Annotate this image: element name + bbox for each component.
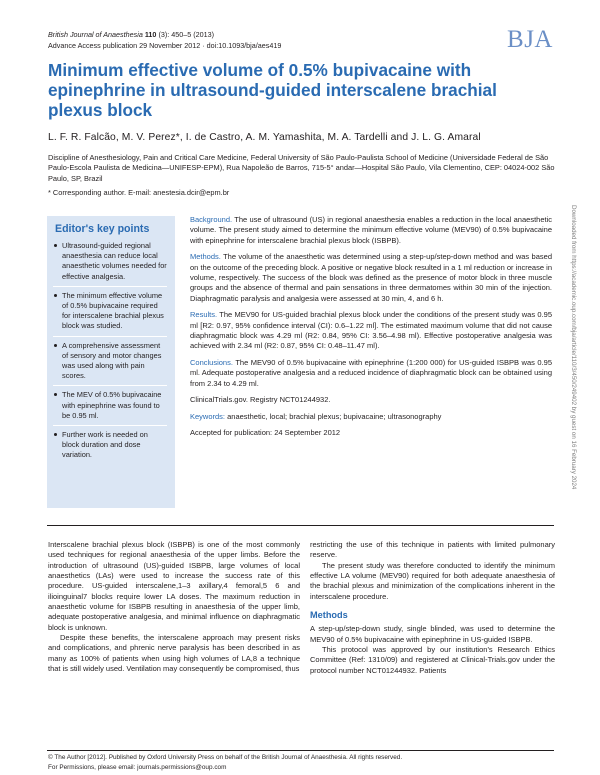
- body-column-right: [310, 540, 555, 676]
- key-point-text: The minimum effective volume of 0.5% bupivacaine required for interscalene brachial plexus block was studied.: [62, 290, 164, 331]
- key-point-item: [53, 241, 167, 287]
- body-paragraph: The present study was therefore conducted to identify the minimum effective LA volume (MEV90) required for both adequate anaesthesia of the brachial plexus and minimization of the complications inherent in the interscalene procedure.: [310, 560, 555, 601]
- methods-heading: Methods: [310, 610, 348, 621]
- abstract-background-label: Background.: [190, 215, 233, 224]
- key-points-heading: Editor's key points: [55, 223, 150, 235]
- key-point-text: A comprehensive assessment of sensory and motor changes was used along with pain scores.: [62, 340, 162, 381]
- keywords-label: Keywords:: [190, 411, 226, 421]
- bullet-icon: [54, 344, 57, 347]
- key-point-text: The MEV of 0.5% bupivacaine with epinephrine was found to be 0.95 ml.: [62, 390, 162, 420]
- keywords-text: anaesthetic, local; brachial plexus; bupivacaine; ultrasonography: [227, 411, 442, 421]
- bullet-icon: [54, 393, 57, 396]
- footer-copyright: © The Author [2012]. Published by Oxford University Press on behalf of the British Journal of Anaesthesia. All rights reserved.: [48, 754, 403, 761]
- abstract-divider: [47, 525, 554, 526]
- corresponding-author: * Corresponding author. E-mail: anestesia.dcir@epm.br: [48, 188, 230, 197]
- bullet-icon: [54, 294, 57, 297]
- abstract-methods-text: The volume of the anaesthetic was determined using a step-up/step-down method and was based on the outcome of the preceding block. A positive or negative block resulted in a 1 ml reduction or increase in volume, respectively. The success of the block was defined as the presence of motor block in three muscle groups and the absence of thermal and pain sensations in three dermatomes within 30 min of the injection. Diaphragmatic paralysis and analgesia were assessed at 30 min, 4, and 6 h.: [190, 252, 552, 303]
- trial-registry: ClinicalTrials.gov. Registry NCT01244932.: [190, 395, 331, 405]
- key-point-item: [53, 291, 167, 337]
- journal-volume: 110: [144, 30, 157, 39]
- download-watermark: Downloaded from https://academic.oup.com/bja/article/110/3/450/249402 by guest on 16 February 2024: [570, 205, 577, 490]
- abstract-methods: [190, 252, 552, 304]
- journal-logo: BJA: [507, 26, 553, 53]
- key-point-item: [53, 430, 167, 465]
- body-paragraph: restricting the use of this technique in patients with limited pulmonary reserve.: [310, 540, 555, 560]
- abstract-background-text: The use of ultrasound (US) in regional anaesthesia enables a reduction in the local anaesthetic volume. The present study aimed to determine the minimum effective volume (MEV90) of 0.5% bupivacaine with epinephrine for interscalene brachial plexus block (ISBPB).: [190, 215, 553, 245]
- abstract-results-text: The MEV90 for US-guided brachial plexus block under the conditions of the present study was 0.95 ml [R2: 0.97, 95% confidence interval (CI): 0.6–1.22 ml]. The estimated maximum volume that did not cause diaphragmatic block was 4.29 ml (R2: 0.84, 95% CI: 3.56–4.98 ml). Effective postoperative analgesia was achieved with 2.34 ml (R2: 0.87, 95% CI: 0.48–11.47 ml).: [190, 310, 553, 351]
- abstract-methods-label: Methods.: [190, 252, 221, 262]
- body-paragraph: Despite these benefits, the interscalene approach may present risks and complications, and phrenic nerve paralysis has been described in as many as 100% of patients when using high volumes of LA,8 a technique that is still widely used. Ventilation may consequently be compromised, thus: [48, 633, 300, 674]
- abstract: [190, 215, 552, 444]
- article-title: Minimum effective volume of 0.5% bupivacaine with epinephrine in ultrasound-guided interscalene brachial plexus block: [48, 60, 497, 120]
- bullet-icon: [54, 244, 57, 247]
- key-point-item: [53, 390, 167, 426]
- author-list: L. F. R. Falcão, M. V. Perez*, I. de Castro, A. M. Yamashita, M. A. Tardelli and J. L. G. Amaral: [48, 132, 481, 143]
- body-paragraph: A step-up/step-down study, single blinded, was used to determine the MEV90 of 0.5% bupivacaine with epinephrine in US-guided ISBPB.: [310, 624, 555, 644]
- key-point-text: Further work is needed on block duration and dose variation.: [62, 430, 148, 460]
- key-points-box: [47, 216, 175, 508]
- journal-name: British Journal of Anaesthesia: [48, 30, 143, 39]
- journal-issue-pages: (3): 450–5 (2013): [158, 30, 214, 39]
- footer-permissions: For Permissions, please email: journals.permissions@oup.com: [48, 764, 227, 771]
- journal-reference: [48, 30, 214, 40]
- footer-divider: [47, 750, 554, 751]
- abstract-conclusions: [190, 358, 552, 389]
- bullet-icon: [54, 433, 57, 436]
- abstract-background: [190, 215, 552, 246]
- key-point-text: Ultrasound-guided regional anaesthesia can reduce local anaesthetic volumes needed for effective analgesia.: [62, 241, 167, 281]
- advance-access-line: Advance Access publication 29 November 2012 · doi:10.1093/bja/aes419: [48, 41, 282, 50]
- keywords: [190, 412, 552, 422]
- affiliation: Discipline of Anesthesiology, Pain and Critical Care Medicine, Federal University of São Paulo-Paulista School of Medicine (Universidade Federal de São Paulo-Escola Paulista de Medicina—UNIFESP-EPM), Rua Napoleão de Barros, 715-5° andar—Hospital São Paulo, Vila Clementino, CEP: 04024-002 São Paulo, SP, Brazil: [48, 153, 555, 183]
- key-point-item: [53, 341, 167, 387]
- body-column-left: [48, 540, 300, 674]
- abstract-conclusions-text: The MEV90 of 0.5% bupivacaine with epinephrine (1:200 000) for US-guided ISBPB was 0.95 ml. Adequate postoperative analgesia and a reduced incidence of diaphragmatic block can be obtained using from 2.34 to 4.29 ml.: [190, 357, 552, 388]
- accepted-date: Accepted for publication: 24 September 2012: [190, 427, 341, 437]
- body-paragraph: This protocol was approved by our institution's Research Ethics Committee (Ref: 1310/09) and registered at Clinical-Trials.gov under the protocol number NCT01244932. Patients: [310, 645, 555, 675]
- abstract-results: [190, 310, 552, 352]
- body-paragraph: Interscalene brachial plexus block (ISBPB) is one of the most commonly used techniques for regional anaesthesia of the upper limbs. Before the introduction of ultrasound (US)-guided ISBPB, large volumes of local anaesthetics (LAs) were used to increase the success rate of this procedure. US-guided interscalene,1–3 axillary,4 femoral,5 6 and ilioinguinal7 blocks require lower LA doses. The maximum reduction in anaesthetic volume for ISBPB resulting in anaesthesia of the upper limb, adequate postoperative analgesia, and minimal influence on diaphragmatic block is unknown.: [48, 540, 300, 632]
- abstract-results-label: Results.: [190, 310, 218, 320]
- abstract-conclusions-label: Conclusions.: [190, 357, 233, 367]
